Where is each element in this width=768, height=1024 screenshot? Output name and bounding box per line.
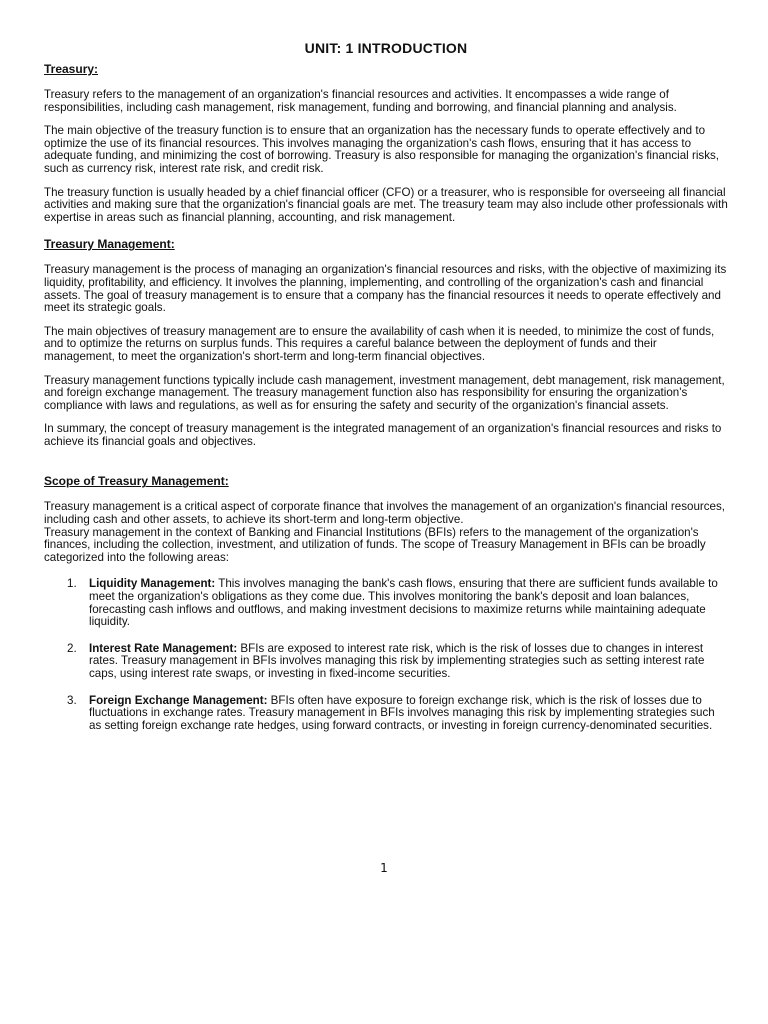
list-term: Foreign Exchange Management: [89, 693, 268, 707]
list-item [44, 578, 728, 628]
list-number: 3. [67, 693, 77, 707]
list-number: 2. [67, 641, 77, 655]
paragraph: The treasury function is usually headed by a chief financial officer (CFO) or a treasurer, who is responsible for overseeing all financial activities and making sure that the organization's financial goals are met. The treasury team may also include other professionals with expertise in areas such as financial planning, accounting, and risk management. [44, 185, 728, 224]
list-term: Liquidity Management: [89, 577, 216, 591]
scope-list [44, 578, 728, 732]
list-term: Interest Rate Management: [89, 641, 238, 655]
list-text: BFIs often have exposure to foreign exchange risk, which is the risk of losses due to fluctuations in exchange rates. Treasury management in BFIs involves managing this risk by implementing strategies such as setting foreign exchange rate hedges, using forward contracts, or investing in foreign currency-denominated securities. [89, 693, 715, 732]
paragraph: Treasury management in the context of Banking and Financial Institutions (BFIs) refers to the management of the organization's finances, including the collection, investment, and utilization of funds. The scope of Treasury Management in BFIs can be broadly categorized into the following areas: [44, 525, 706, 564]
paragraph: Treasury management functions typically include cash management, investment management, debt management, risk management, and foreign exchange management. The treasury management function also has responsibility for ensuring the organization's compliance with laws and regulations, as well as for ensuring the safety and security of the organization's financial assets. [44, 373, 725, 412]
heading-treasury-management: Treasury Management: [44, 237, 175, 252]
paragraph: In summary, the concept of treasury management is the integrated management of an organization's financial resources and risks to achieve its financial goals and objectives. [44, 422, 722, 448]
paragraph: Treasury refers to the management of an organization's financial resources and activities. It encompasses a wide range of responsibilities, including cash management, risk management, funding and borrowing, and financial planning and analysis. [44, 88, 677, 114]
list-number: 1. [67, 577, 77, 591]
paragraph: The main objectives of treasury management are to ensure the availability of cash when it is needed, to minimize the cost of funds, and to optimize the returns on surplus funds. This requires a careful balance between the deployment of funds and their management, to meet the organization's short-term and long-term financial objectives. [44, 324, 715, 363]
document-page [44, 40, 728, 746]
paragraph: Treasury management is a critical aspect of corporate finance that involves the management of an organization's financial resources, including cash and other assets, to achieve its short-term and long-term objective. [44, 500, 726, 527]
page-title: UNIT: 1 INTRODUCTION [304, 40, 468, 56]
paragraph: The main objective of the treasury function is to ensure that an organization has the necessary funds to operate effectively and to optimize the use of its financial resources. This involves managing the organization's cash flows, ensuring that it has access to adequate funding, and minimizing the cost of borrowing. Treasury is also responsible for managing the organization's financial risks, such as currency risk, interest rate risk, and credit risk. [44, 124, 720, 175]
list-item [44, 695, 728, 733]
list-text: BFIs are exposed to interest rate risk, which is the risk of losses due to changes in interest rates. Treasury management in BFIs involves managing this risk by implementing strategies such as setting interest rate caps, using interest rate swaps, or investing in fixed-income securities. [89, 641, 705, 680]
list-item [44, 643, 728, 681]
page-number: 1 [380, 861, 388, 875]
heading-treasury: Treasury: [44, 62, 99, 76]
heading-scope-of-treasury-management: Scope of Treasury Management: [44, 474, 229, 489]
list-text: This involves managing the bank's cash flows, ensuring that there are sufficient funds available to meet the organization's obligations as they come due. This involves monitoring the bank's deposit and loan balances, forecasting cash inflows and outflows, and making investment decisions to maximize returns while maintaining adequate liquidity. [89, 577, 718, 629]
paragraph: Treasury management is the process of managing an organization's financial resources and risks, with the objective of maximizing its liquidity, profitability, and efficiency. It involves the planning, implementing, and controlling of the organization's cash and financial assets. The goal of treasury management is to ensure that a company has the financial resources it needs to operate effectively and meet its strategic goals. [44, 263, 727, 315]
